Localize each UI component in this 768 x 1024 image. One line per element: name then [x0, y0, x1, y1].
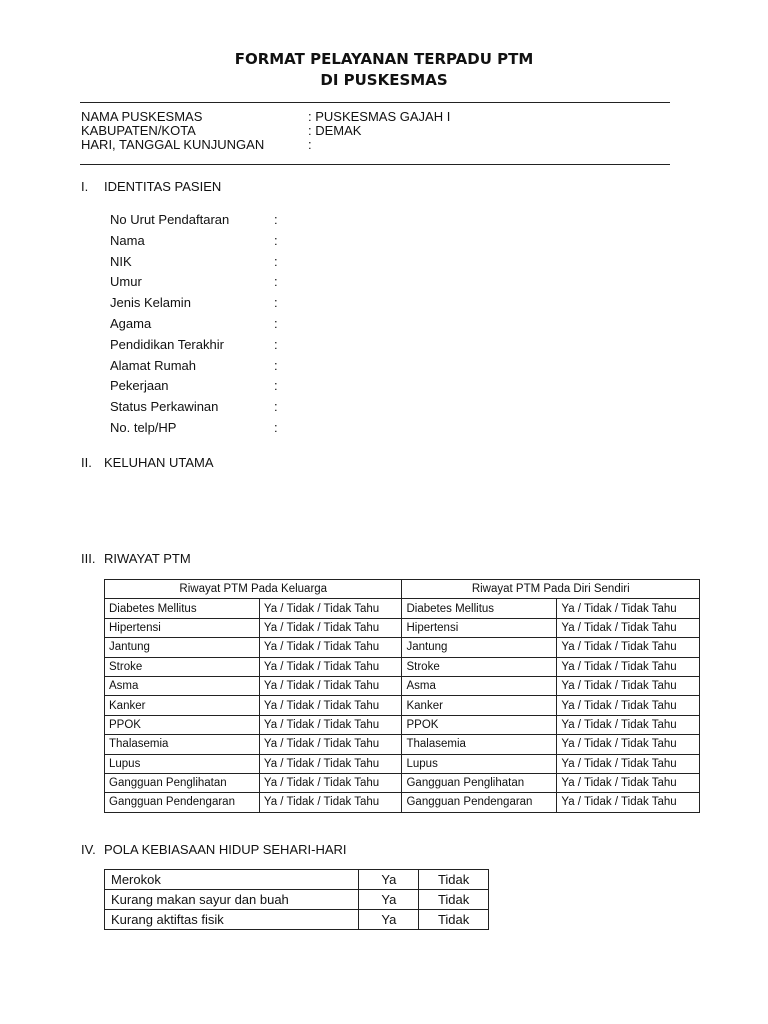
identitas-label: No Urut Pendaftaran — [110, 212, 230, 227]
keluarga-options: Ya / Tidak / Tidak Tahu — [259, 638, 402, 657]
diri-options: Ya / Tidak / Tidak Tahu — [557, 773, 700, 792]
identitas-label: Umur — [110, 274, 142, 290]
table-row — [105, 599, 700, 618]
diri-options: Ya / Tidak / Tidak Tahu — [557, 715, 700, 734]
header-bottom-rule — [80, 164, 670, 165]
table-row — [105, 773, 700, 792]
section-number: IV. — [81, 842, 96, 857]
header-keluarga: Riwayat PTM Pada Keluarga — [105, 580, 402, 599]
answer-yes[interactable]: Ya — [359, 910, 419, 930]
keluarga-options: Ya / Tidak / Tidak Tahu — [259, 735, 402, 754]
diri-options: Ya / Tidak / Tidak Tahu — [557, 618, 700, 637]
keluarga-disease: Diabetes Mellitus — [105, 599, 260, 618]
keluarga-disease: Gangguan Penglihatan — [105, 773, 260, 792]
diri-options: Ya / Tidak / Tidak Tahu — [557, 754, 700, 773]
diri-disease: Stroke — [402, 657, 557, 676]
header-label: KABUPATEN/KOTA — [81, 123, 196, 138]
header-label: HARI, TANGGAL KUNJUNGAN — [81, 137, 265, 152]
identitas-label: Jenis Kelamin — [110, 295, 191, 311]
identitas-colon: : — [274, 378, 278, 394]
diri-disease: Gangguan Penglihatan — [402, 773, 557, 792]
table-row — [105, 890, 489, 910]
habit-label: Kurang aktiftas fisik — [105, 910, 359, 930]
identitas-label: Nama — [110, 232, 145, 248]
answer-no[interactable]: Tidak — [419, 890, 489, 910]
keluarga-options: Ya / Tidak / Tidak Tahu — [259, 696, 402, 715]
keluarga-options: Ya / Tidak / Tidak Tahu — [259, 754, 402, 773]
diri-options: Ya / Tidak / Tidak Tahu — [557, 696, 700, 715]
keluarga-disease: Lupus — [105, 754, 260, 773]
section-title: RIWAYAT PTM — [104, 551, 191, 566]
diri-options: Ya / Tidak / Tidak Tahu — [557, 676, 700, 695]
answer-yes[interactable]: Ya — [359, 890, 419, 910]
keluarga-disease: Gangguan Pendengaran — [105, 793, 260, 812]
diri-disease: Thalasemia — [402, 735, 557, 754]
table-header-row — [105, 580, 700, 599]
identitas-label: Pendidikan Terakhir — [110, 336, 224, 352]
table-row — [105, 793, 700, 812]
diri-disease: Hipertensi — [402, 618, 557, 637]
keluarga-options: Ya / Tidak / Tidak Tahu — [259, 657, 402, 676]
diri-options: Ya / Tidak / Tidak Tahu — [557, 638, 700, 657]
table-row — [105, 696, 700, 715]
diri-disease: Kanker — [402, 696, 557, 715]
keluarga-options: Ya / Tidak / Tidak Tahu — [259, 773, 402, 792]
section-title: IDENTITAS PASIEN — [104, 179, 222, 194]
table-row — [105, 910, 489, 930]
answer-no[interactable]: Tidak — [419, 870, 489, 890]
table-row — [105, 676, 700, 695]
keluarga-options: Ya / Tidak / Tidak Tahu — [259, 599, 402, 618]
riwayat-ptm-table — [104, 579, 700, 813]
table-row — [105, 754, 700, 773]
header-diri-sendiri: Riwayat PTM Pada Diri Sendiri — [402, 580, 700, 599]
keluarga-disease: Asma — [105, 676, 260, 695]
keluarga-disease: PPOK — [105, 715, 260, 734]
diri-options: Ya / Tidak / Tidak Tahu — [557, 793, 700, 812]
keluarga-options: Ya / Tidak / Tidak Tahu — [259, 793, 402, 812]
section-number: III. — [81, 551, 96, 566]
section-number: I. — [81, 179, 89, 194]
diri-disease: Gangguan Pendengaran — [402, 793, 557, 812]
table-row — [105, 657, 700, 676]
keluarga-disease: Stroke — [105, 657, 260, 676]
identitas-colon: : — [274, 232, 278, 248]
identitas-colon: : — [274, 420, 278, 435]
answer-no[interactable]: Tidak — [419, 910, 489, 930]
diri-options: Ya / Tidak / Tidak Tahu — [557, 599, 700, 618]
table-row — [105, 638, 700, 657]
identitas-label: Pekerjaan — [110, 378, 169, 394]
diri-disease: PPOK — [402, 715, 557, 734]
header-value: : DEMAK — [308, 123, 362, 138]
identitas-colon: : — [274, 295, 278, 311]
header-value: : — [308, 137, 312, 152]
habit-label: Kurang makan sayur dan buah — [105, 890, 359, 910]
keluarga-options: Ya / Tidak / Tidak Tahu — [259, 618, 402, 637]
identitas-colon: : — [274, 274, 278, 290]
keluarga-disease: Kanker — [105, 696, 260, 715]
identitas-colon: : — [274, 316, 278, 331]
identitas-colon: : — [274, 399, 278, 415]
keluarga-options: Ya / Tidak / Tidak Tahu — [259, 676, 402, 695]
identitas-label: Agama — [110, 316, 152, 331]
pola-kebiasaan-table — [104, 869, 489, 930]
keluarga-disease: Thalasemia — [105, 735, 260, 754]
diri-options: Ya / Tidak / Tidak Tahu — [557, 735, 700, 754]
identitas-colon: : — [274, 357, 278, 373]
identitas-colon: : — [274, 336, 278, 352]
table-row — [105, 618, 700, 637]
header-label: NAMA PUSKESMAS — [81, 109, 203, 124]
keluarga-options: Ya / Tidak / Tidak Tahu — [259, 715, 402, 734]
header-top-rule — [80, 102, 670, 103]
identitas-label: Status Perkawinan — [110, 399, 219, 415]
header-value: : PUSKESMAS GAJAH I — [308, 109, 451, 124]
form-subtitle: DI PUSKESMAS — [320, 71, 448, 89]
diri-disease: Jantung — [402, 638, 557, 657]
diri-disease: Diabetes Mellitus — [402, 599, 557, 618]
identitas-label: No. telp/HP — [110, 420, 177, 435]
diri-disease: Lupus — [402, 754, 557, 773]
identitas-label: Alamat Rumah — [110, 357, 196, 373]
identitas-colon: : — [274, 253, 278, 269]
table-row — [105, 870, 489, 890]
diri-options: Ya / Tidak / Tidak Tahu — [557, 657, 700, 676]
table-row — [105, 735, 700, 754]
answer-yes[interactable]: Ya — [359, 870, 419, 890]
table-row — [105, 715, 700, 734]
keluarga-disease: Jantung — [105, 638, 260, 657]
section-title: KELUHAN UTAMA — [104, 455, 214, 470]
form-title: FORMAT PELAYANAN TERPADU PTM — [234, 50, 534, 68]
identitas-label: NIK — [110, 253, 132, 269]
section-number: II. — [81, 455, 92, 470]
keluarga-disease: Hipertensi — [105, 618, 260, 637]
habit-label: Merokok — [105, 870, 359, 890]
identitas-colon: : — [274, 212, 278, 227]
diri-disease: Asma — [402, 676, 557, 695]
section-title: POLA KEBIASAAN HIDUP SEHARI-HARI — [104, 842, 347, 857]
